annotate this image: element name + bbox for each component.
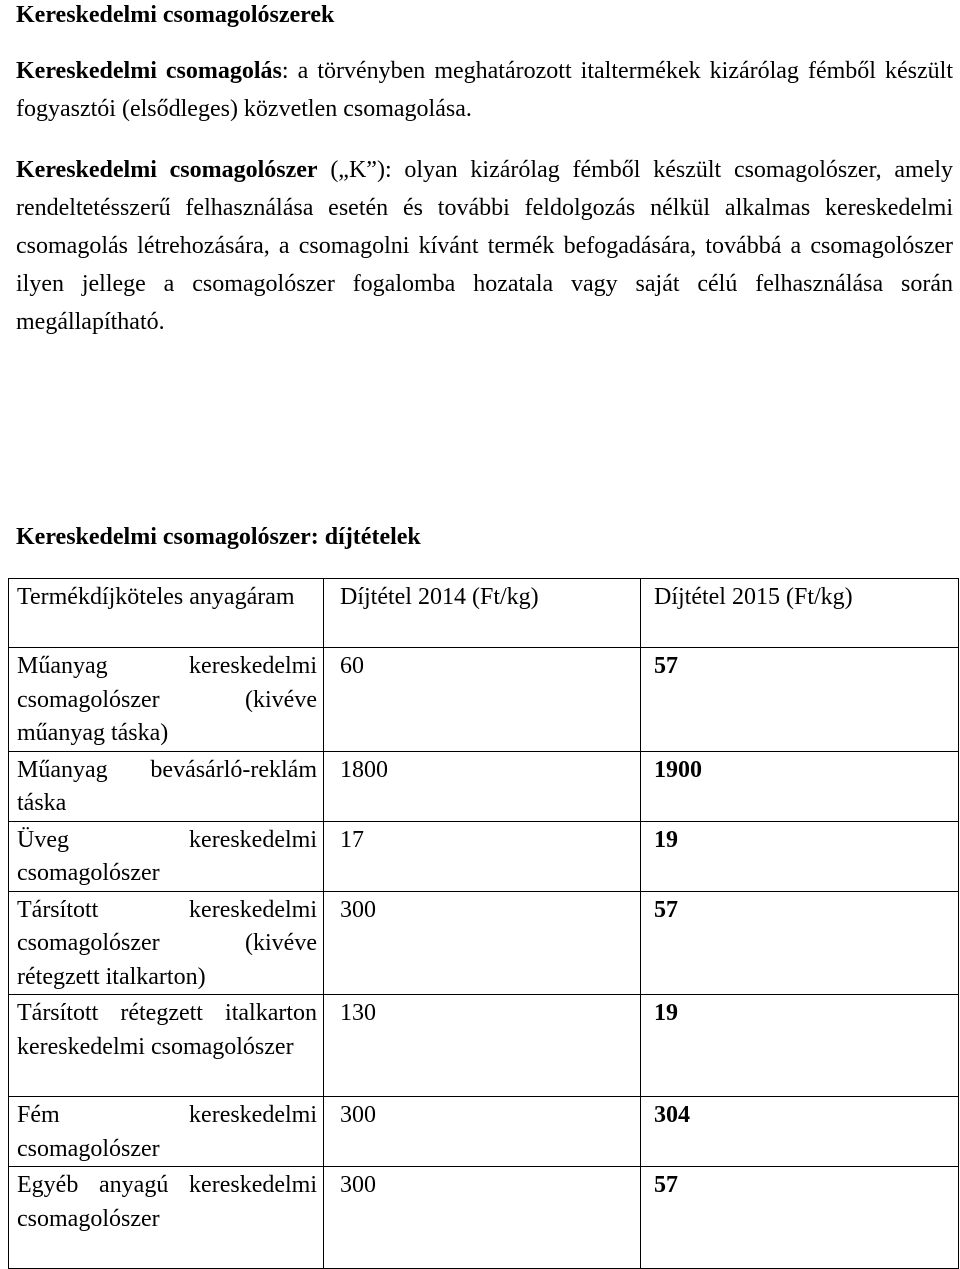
fee-2015-cell: 1900 [641,751,959,821]
fee-2014-cell: 300 [324,1097,641,1167]
table-row [9,1167,959,1269]
fee-2014-cell: 300 [324,1167,641,1269]
fee-2014-cell: 60 [324,648,641,752]
fee-2015-cell: 19 [641,995,959,1097]
fees-section-title: Kereskedelmi csomagolószer: díjtételek [16,524,421,550]
fee-2015-cell: 57 [641,648,959,752]
table-row [9,1097,959,1167]
fee-2015-cell: 57 [641,891,959,995]
header-material: Termékdíjköteles anyagáram [9,579,324,648]
fee-2015-cell: 19 [641,821,959,891]
definition-term: Kereskedelmi csomagolás [16,58,282,84]
table-row [9,648,959,752]
definition-term: Kereskedelmi csomagolószer [16,157,318,183]
fee-2014-cell: 130 [324,995,641,1097]
fee-2015-cell: 304 [641,1097,959,1167]
fee-2014-cell: 1800 [324,751,641,821]
fee-2014-cell: 17 [324,821,641,891]
table-row [9,891,959,995]
page-title: Kereskedelmi csomagolószerek [16,2,335,28]
material-cell: Egyéb anyagú kereskedelmi csomagolószer [9,1167,324,1269]
definition-text: („K”): olyan kizárólag fémből készült csomagolószer, amely rendeltetésszerű felhasználása esetén és további feldolgozás nélkül alkalmas kereskedelmi csomagolás létrehozására, a csomagolni kívánt termék befogadására, továbbá a csomagolószer ilyen jellege a csomagolószer fogalomba hozatala vagy saját célú felhasználása során megállapítható. [16,157,953,335]
definition-text: : a törvényben meghatározott italtermékek kizárólag fémből készült fogyasztói (elsődleges) közvetlen csomagolása. [16,58,953,122]
header-fee-2015: Díjtétel 2015 (Ft/kg) [641,579,959,648]
fees-table [8,578,959,1269]
table-header-row [9,579,959,648]
definition-kereskedelmi-csomagolas [16,52,953,128]
material-cell: Fém kereskedelmi csomagolószer [9,1097,324,1167]
material-cell: Műanyag kereskedelmi csomagolószer (kivéve műanyag táska) [9,648,324,752]
fee-2014-cell: 300 [324,891,641,995]
table-row [9,821,959,891]
header-fee-2014: Díjtétel 2014 (Ft/kg) [324,579,641,648]
material-cell: Műanyag bevásárló-reklám táska [9,751,324,821]
definition-kereskedelmi-csomagoloszer [16,151,953,341]
material-cell: Üveg kereskedelmi csomagolószer [9,821,324,891]
table-row [9,995,959,1097]
table-row [9,751,959,821]
material-cell: Társított kereskedelmi csomagolószer (kivéve rétegzett italkarton) [9,891,324,995]
fee-2015-cell: 57 [641,1167,959,1269]
material-cell: Társított rétegzett italkarton kereskedelmi csomagolószer [9,995,324,1097]
